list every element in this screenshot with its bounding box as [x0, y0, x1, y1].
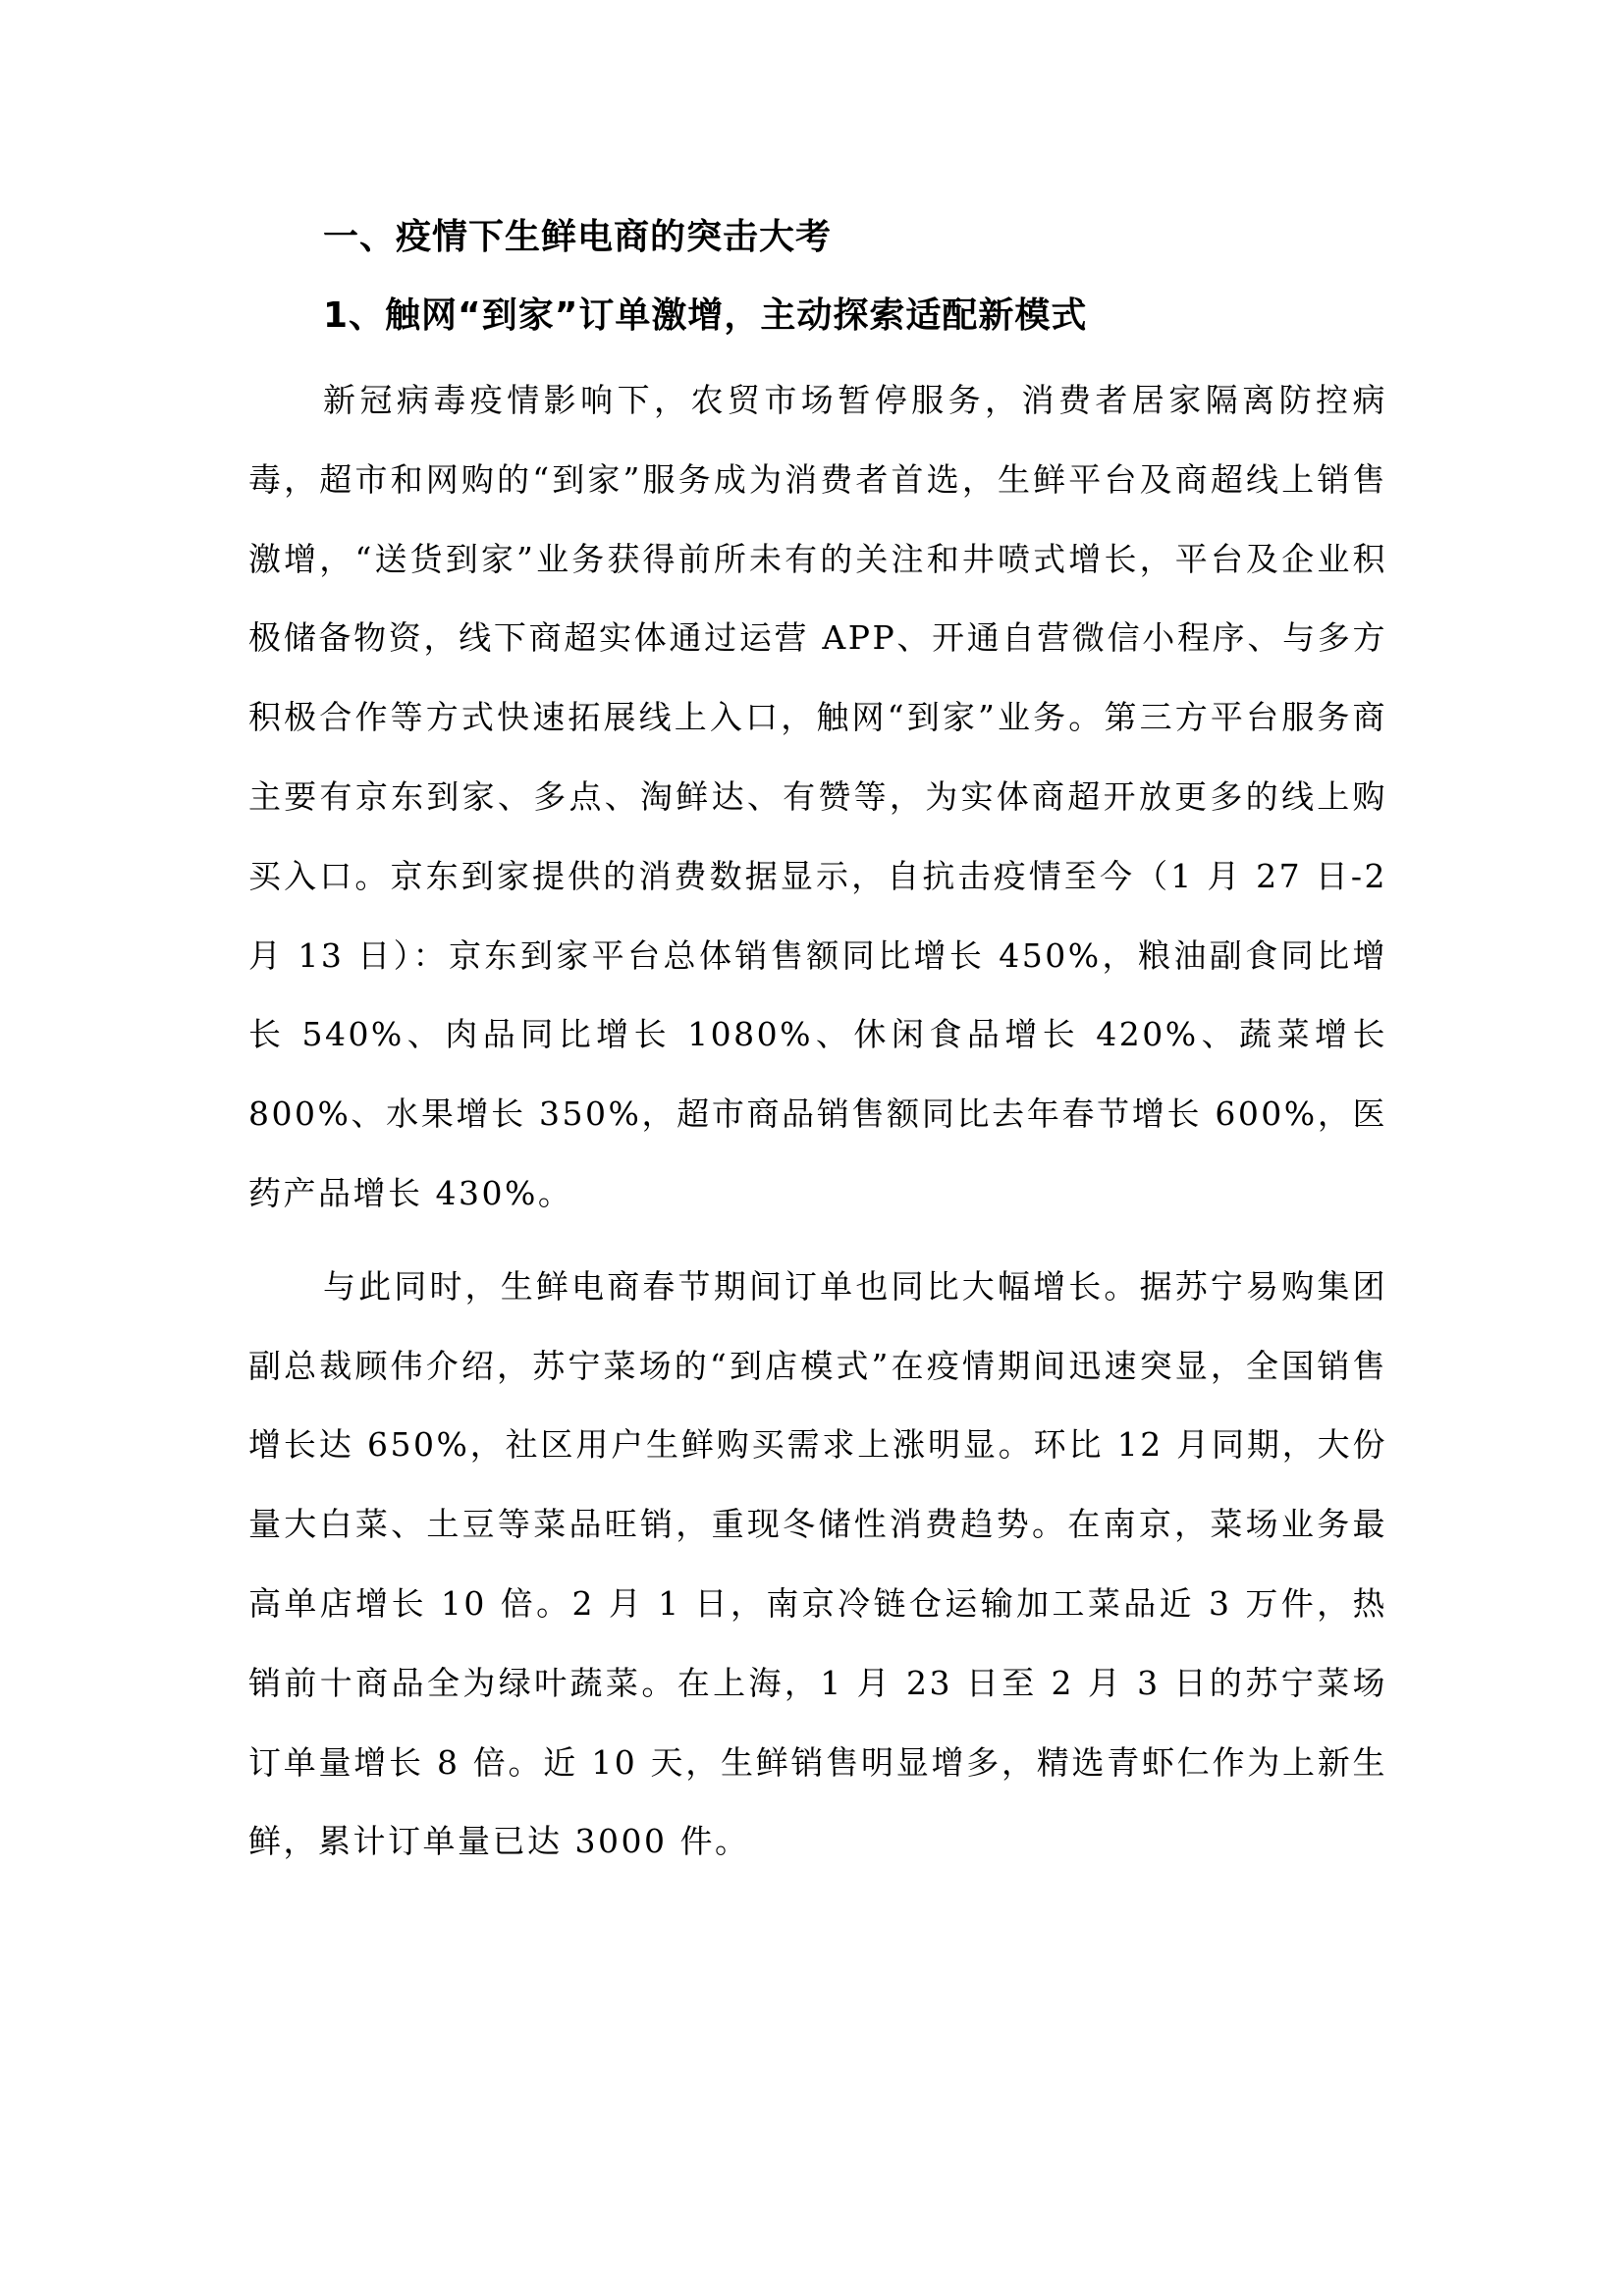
paragraph-1: 新冠病毒疫情影响下，农贸市场暂停服务，消费者居家隔离防控病毒，超市和网购的“到家”服务成为消费者首选，生鲜平台及商超线上销售激增，“送货到家”业务获得前所未有的关注和井喷式增长，平台及企业积极储备物资，线下商超实体通过运营 APP、开通自营微信小程序、与多方积极合作等方式快速拓展线上入口，触网“到家”业务。第三方平台服务商主要有京东到家、多点、淘鲜达、有赞等，为实体商超开放更多的线上购买入口。京东到家提供的消费数据显示，自抗击疫情至今（1 月 27 日-2 月 13 日）：京东到家平台总体销售额同比增长 450%，粮油副食同比增长 540%、肉品同比增长 1080%、休闲食品增长 420%、蔬菜增长 800%、水果增长 350%，超市商品销售额同比去年春节增长 600%，医药产品增长 430%。	[248, 381, 1387, 1212]
section-heading: 一、疫情下生鲜电商的突击大考	[323, 217, 833, 257]
subsection-heading: 1、触网“到家”订单激增，主动探索适配新模式	[323, 295, 1088, 336]
document-body	[248, 208, 1387, 1882]
paragraph-2: 与此同时，生鲜电商春节期间订单也同比大幅增长。据苏宁易购集团副总裁顾伟介绍，苏宁菜场的“到店模式”在疫情期间迅速突显，全国销售增长达 650%，社区用户生鲜购买需求上涨明显。环比 12 月同期，大份量大白菜、土豆等菜品旺销，重现冬储性消费趋势。在南京，菜场业务最高单店增长 10 倍。2 月 1 日，南京冷链仓运输加工菜品近 3 万件，热销前十商品全为绿叶蔬菜。在上海，1 月 23 日至 2 月 3 日的苏宁菜场订单量增长 8 倍。近 10 天，生鲜销售明显增多，精选青虾仁作为上新生鲜，累计订单量已达 3000 件。	[248, 1266, 1387, 1861]
